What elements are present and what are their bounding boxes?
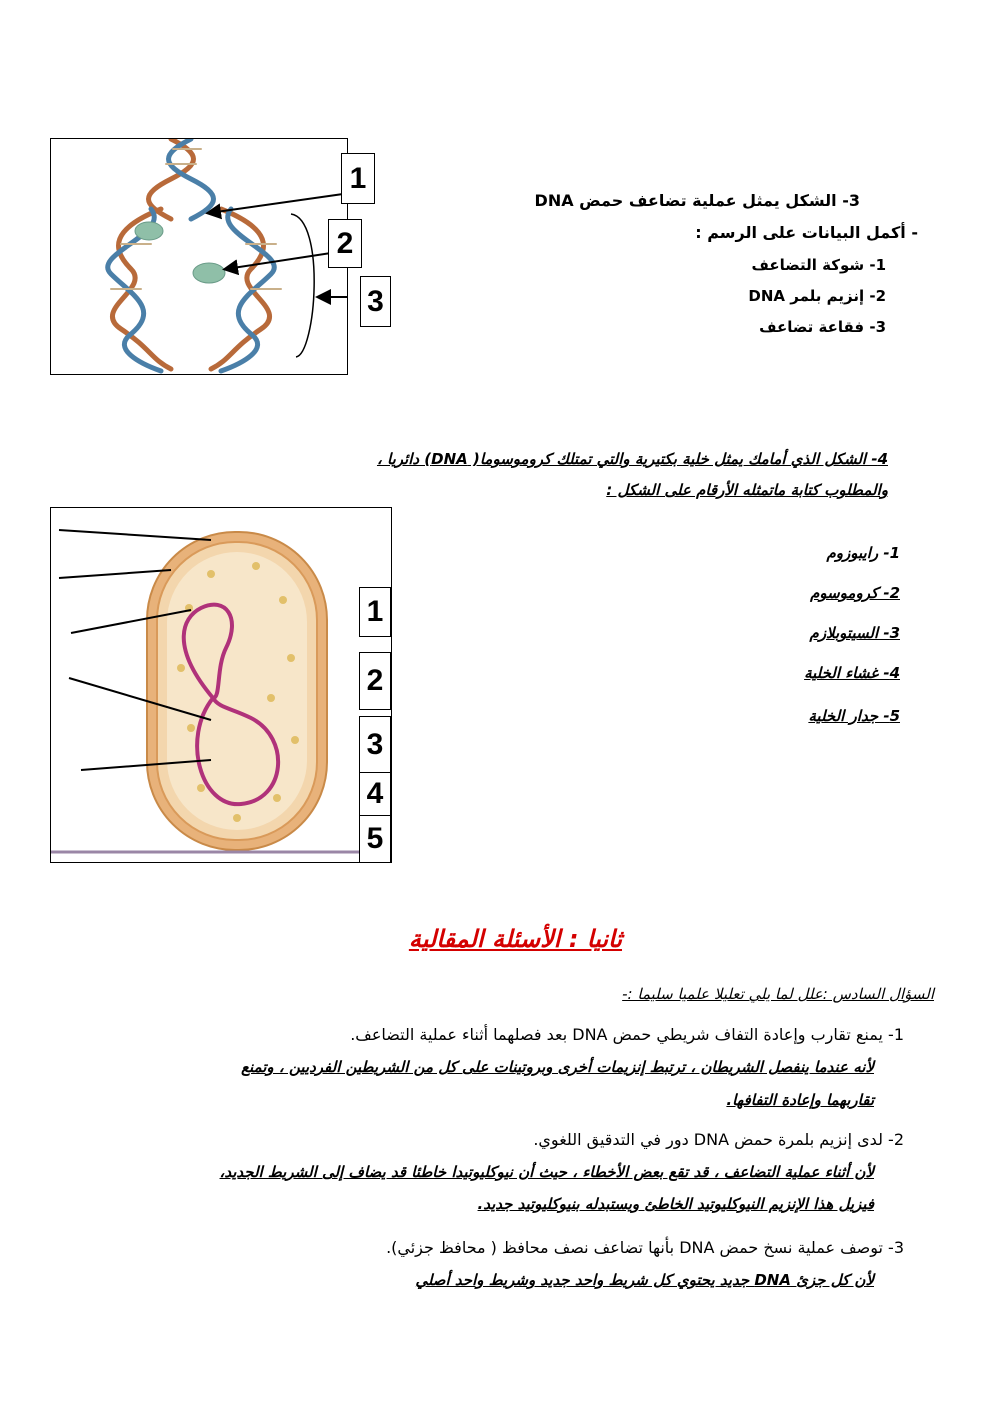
item-1-answer-line-2: تقاربهما وإعادة التفافها. [726, 1091, 874, 1109]
q4-box-2: 2 [359, 652, 391, 710]
q4-label-3: 3- السيتوبلازم [809, 624, 900, 642]
item-1-question: 1- يمنع تقارب وإعادة التفاف شريطي حمض DNA بعد فصلهما أثناء عملية التضاعف. [350, 1025, 904, 1044]
item-2-answer-line-2: فيزيل هذا الإنزيم النيوكليوتيد الخاطئ ويستبدله بنيوكليوتيد جديد. [477, 1195, 874, 1213]
q4-line-2: والمطلوب كتابة ماتمثله الأرقام على الشكل : [606, 481, 888, 499]
bacterial-cell-diagram [51, 508, 391, 862]
section-subheading: السؤال السادس :علل لما يلي تعليلا علميا سليما :- [622, 985, 934, 1003]
q3-box-2: 2 [328, 219, 362, 268]
q4-box-3: 3 [359, 716, 391, 774]
q3-label-1: 1- شوكة التضاعف [751, 256, 886, 274]
q4-box-5: 5 [359, 815, 391, 863]
q3-title: 3- الشكل يمثل عملية تضاعف حمض DNA [534, 191, 860, 210]
dna-replication-diagram [51, 139, 347, 374]
q3-label-3: 3- فقاعة تضاعف [759, 318, 886, 336]
section-heading: ثانيا : الأسئلة المقالية [408, 925, 622, 953]
item-2-answer-line-1: لأن أثناء عملية التضاعف ، قد تقع بعض الأخطاء ، حيث أن نيوكليوتيدا خاطئا قد يضاف إلى الشريط الجديد، [219, 1163, 874, 1181]
dna-replication-figure [50, 138, 348, 375]
item-1-answer-line-1: لأنه عندما ينفصل الشريطان ، ترتبط إنزيمات أخرى وبروتينات على كل من الشريطين الفرديين ، وتمنع [241, 1058, 874, 1076]
item-3-answer-line-1: لأن كل جزئ DNA جديد يحتوي كل شريط واحد جديد وشريط واحد أصلي [415, 1271, 874, 1289]
item-2-question: 2- لدى إنزيم بلمرة حمض DNA دور في التدقيق اللغوي. [533, 1130, 904, 1149]
q3-instruction: - أكمل البيانات على الرسم : [695, 223, 918, 242]
q3-box-1: 1 [341, 153, 375, 204]
item-3-question: 3- توصف عملية نسخ حمض DNA بأنها تضاعف نصف محافظ ( محافظ جزئي). [386, 1238, 904, 1257]
q4-line-1: 4- الشكل الذي أمامك يمثل خلية بكتيرية والتي تمتلك كروموسوما( DNA) دائريا ، [376, 450, 888, 468]
q4-label-2: 2- كروموسوم [810, 584, 900, 602]
q4-label-5: 5- جدار الخلية [808, 707, 900, 725]
q4-box-1: 1 [359, 587, 391, 637]
q3-label-2: 2- إنزيم بلمر DNA [748, 287, 886, 305]
bacterial-cell-figure [50, 507, 392, 863]
q3-box-3: 3 [360, 276, 391, 327]
q4-box-4: 4 [359, 772, 391, 816]
q4-label-4: 4- غشاء الخلية [804, 664, 900, 682]
q4-label-1: 1- رايبوزوم [826, 544, 900, 562]
